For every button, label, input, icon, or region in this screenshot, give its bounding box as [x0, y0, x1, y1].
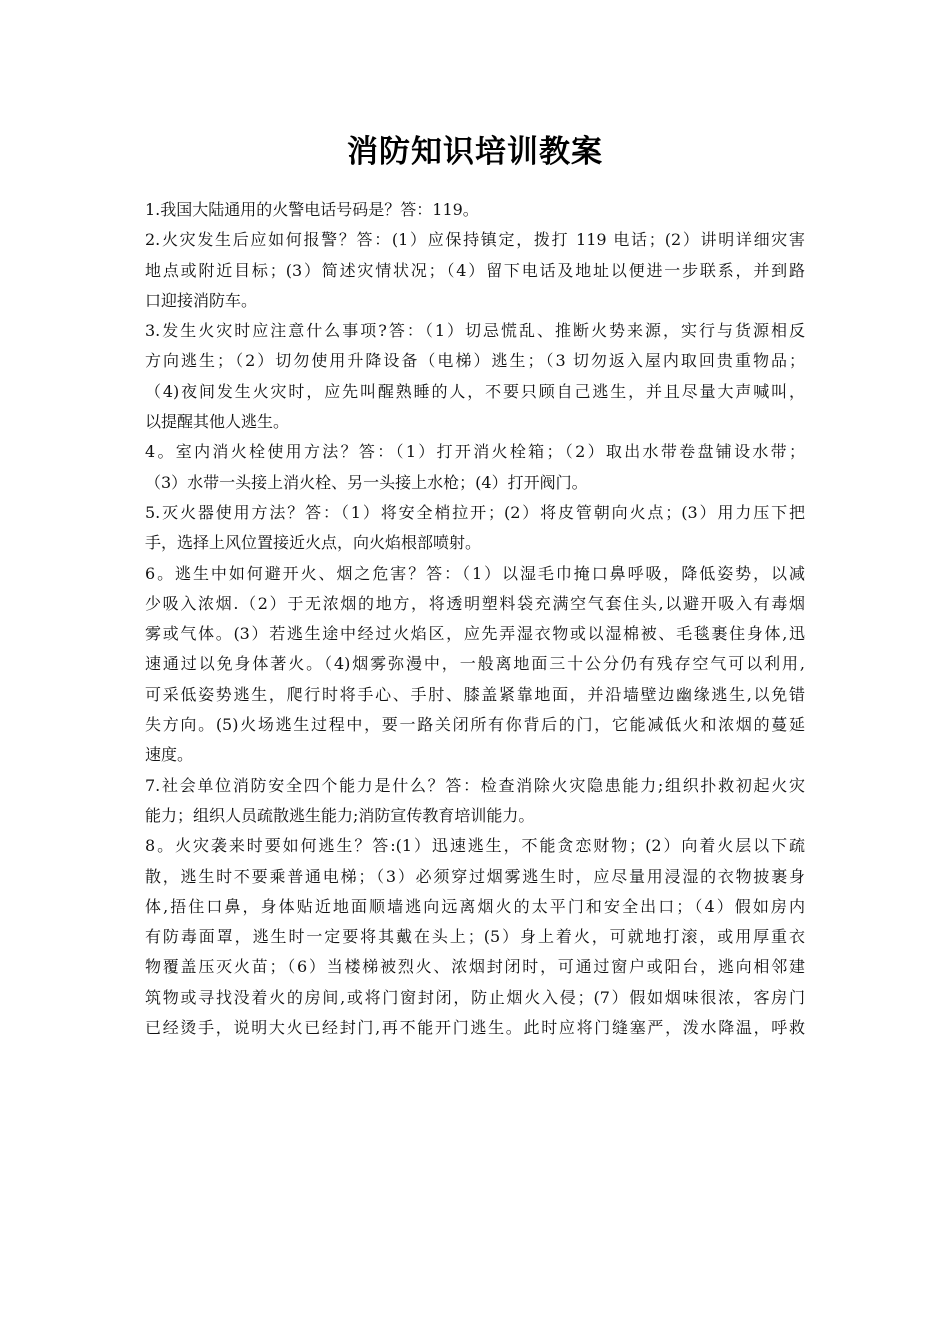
text-line: 速通过以免身体著火。（4)烟雾弥漫中，一般离地面三十公分仍有残存空气可以利用, — [145, 654, 805, 674]
text-line: 有防毒面罩，逃生时一定要将其戴在头上；(5）身上着火，可就地打滚，或用厚重衣 — [145, 927, 805, 947]
text-line: 散，逃生时不要乘普通电梯；（3）必须穿过烟雾逃生时，应尽量用浸湿的衣物披裹身 — [145, 866, 805, 886]
text-line: 7.社会单位消防安全四个能力是什么？答：检查消除火灾隐患能力;组织扑救初起火灾 — [145, 775, 805, 795]
text-line: 雾或气体。(3）若逃生途中经过火焰区，应先弄湿衣物或以湿棉被、毛毯裹住身体,迅 — [145, 624, 805, 644]
text-line: 1.我国大陆通用的火警电话号码是？答：119。 — [145, 200, 479, 219]
text-line: 地点或附近目标；(3）简述灾情状况；（4）留下电话及地址以便进一步联系，并到路 — [145, 260, 805, 280]
text-line: 5.灭火器使用方法？答：（1）将安全梢拉开；(2）将皮管朝向火点；(3）用力压下把 — [145, 502, 805, 522]
text-line: 手，选择上风位置接近火点，向火焰根部喷射。 — [145, 533, 482, 553]
text-line: 8。火灾袭来时要如何逃生？答:(1）迅速逃生，不能贪恋财物；(2）向着火层以下疏 — [145, 836, 805, 856]
text-line: （3）水带一头接上消火栓、另一头接上水枪；(4）打开阀门。 — [145, 472, 588, 492]
text-line: 失方向。(5)火场逃生过程中，要一路关闭所有你背后的门，它能减低火和浓烟的蔓延 — [145, 715, 805, 735]
text-line: 物覆盖压灭火苗；（6）当楼梯被烈火、浓烟封闭时，可通过窗户或阳台，逃向相邻建 — [145, 957, 805, 977]
text-line: 已经烫手，说明大火已经封门,再不能开门逃生。此时应将门缝塞严，泼水降温，呼救 — [145, 1018, 805, 1038]
document-title: 消防知识培训教案 — [347, 134, 603, 170]
text-line: 可采低姿势逃生，爬行时将手心、手肘、膝盖紧靠地面，并沿墙壁边幽缘逃生,以免错 — [145, 684, 805, 704]
text-line: 3.发生火灾时应注意什么事项?答：（1）切忌慌乱、推断火势来源，实行与货源相反 — [145, 321, 805, 341]
text-line: 速度。 — [145, 745, 194, 765]
text-line: 体,捂住口鼻，身体贴近地面顺墙逃向远离烟火的太平门和安全出口；（4）假如房内 — [145, 896, 805, 916]
text-line: 以提醒其他人逃生。 — [145, 412, 290, 432]
text-line: 6。逃生中如何避开火、烟之危害？答：（1）以湿毛巾掩口鼻呼吸，降低姿势，以减 — [145, 563, 805, 583]
text-line: 少吸入浓烟.（2）于无浓烟的地方，将透明塑料袋充满空气套住头,以避开吸入有毒烟 — [145, 593, 805, 613]
text-line: 能力；组织人员疏散逃生能力;消防宣传教育培训能力。 — [145, 805, 535, 825]
text-line: 筑物或寻找没着火的房间,或将门窗封闭，防止烟火入侵；(7）假如烟味很浓，客房门 — [145, 987, 805, 1007]
text-line: 口迎接消防车。 — [145, 290, 258, 310]
text-line: （4)夜间发生火灾时，应先叫醒熟睡的人，不要只顾自己逃生，并且尽量大声喊叫， — [145, 381, 805, 401]
text-line: 方向逃生；（2）切勿使用升降设备（电梯）逃生；（3 切勿返入屋内取回贵重物品； — [145, 351, 805, 371]
text-line: 4。室内消火栓使用方法？答：（1）打开消火栓箱；（2）取出水带卷盘铺设水带； — [145, 442, 805, 462]
document-body — [145, 195, 805, 1043]
text-line: 2.火灾发生后应如何报警？答：(1）应保持镇定，拨打 119 电话；(2）讲明详细灾害 — [145, 230, 805, 250]
